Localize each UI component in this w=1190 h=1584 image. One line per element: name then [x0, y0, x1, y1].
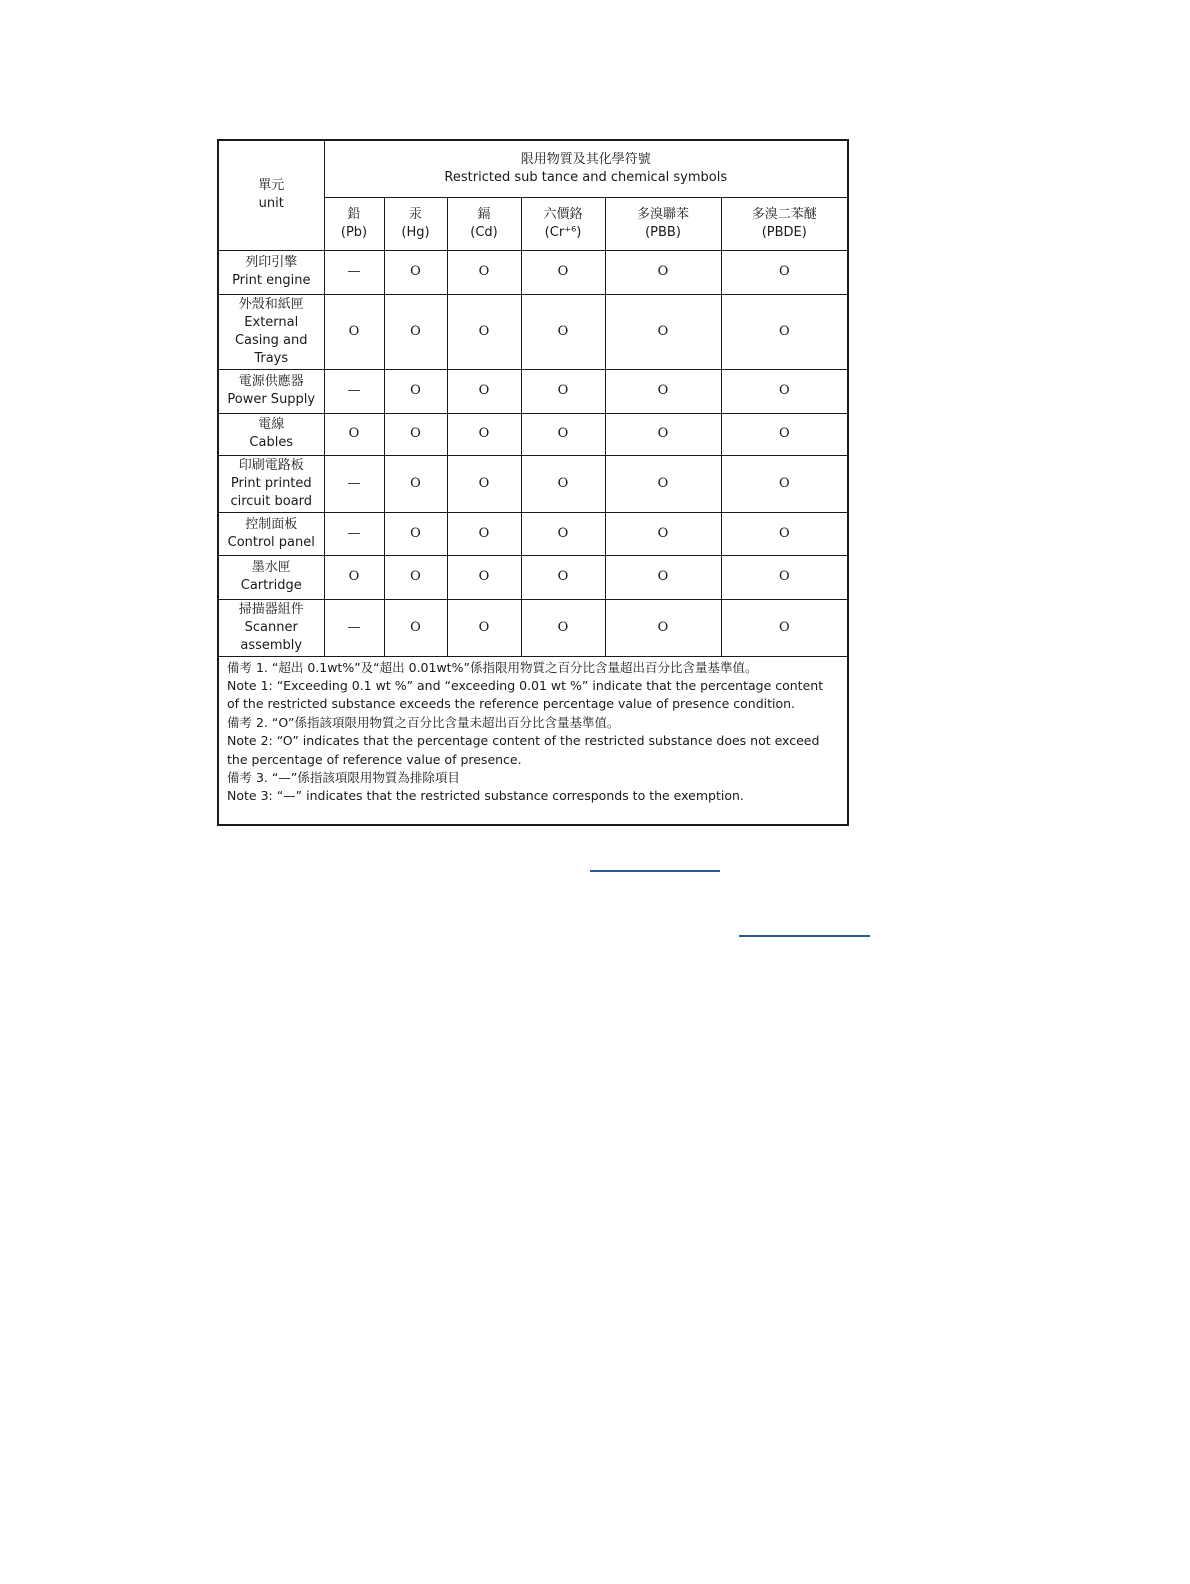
component-name-zh: 控制面板	[245, 516, 298, 532]
compliance-mark: O	[447, 294, 521, 369]
compliance-mark: O	[605, 455, 721, 512]
component-name-en: Casing and	[234, 332, 308, 348]
component-name-en: Control panel	[227, 534, 315, 550]
component-label	[218, 294, 324, 369]
component-name-en: Print printed	[230, 475, 312, 491]
compliance-mark: O	[384, 555, 447, 599]
substance-name: 多溴聯苯	[636, 206, 689, 222]
unit-header-zh: 單元	[258, 178, 285, 194]
compliance-mark: O	[447, 455, 521, 512]
compliance-mark: O	[521, 250, 605, 294]
compliance-mark: O	[447, 555, 521, 599]
compliance-mark: O	[721, 250, 848, 294]
component-row	[218, 413, 848, 455]
component-row	[218, 512, 848, 555]
component-name-en: Scanner	[244, 619, 298, 635]
component-label	[218, 250, 324, 294]
component-label	[218, 599, 324, 656]
substance-symbol: (Hg)	[401, 224, 430, 240]
component-name-zh: 墨水匣	[251, 560, 291, 575]
component-label	[218, 455, 324, 512]
note-3-zh: 備考 3. “—”係指該項限用物質為排除項目	[227, 769, 460, 785]
component-name-zh: 掃描器組件	[238, 601, 304, 617]
hyperlink-underline[interactable]	[590, 870, 720, 872]
rohs-substance-table	[217, 139, 849, 826]
substance-name: 汞	[408, 206, 422, 222]
component-row	[218, 555, 848, 599]
compliance-mark: O	[605, 294, 721, 369]
compliance-mark: O	[384, 250, 447, 294]
component-name-zh: 電線	[258, 417, 285, 432]
compliance-mark: O	[721, 555, 848, 599]
notes-cell	[218, 656, 848, 825]
component-name-en: External	[244, 314, 299, 330]
compliance-mark: O	[447, 599, 521, 656]
compliance-mark: O	[521, 413, 605, 455]
substances-header-en: Restricted sub tance and chemical symbols	[444, 169, 728, 185]
compliance-mark: O	[384, 455, 447, 512]
component-name-zh: 印刷電路板	[238, 457, 304, 473]
substance-header-chromium	[521, 197, 605, 250]
substance-header-lead	[324, 197, 384, 250]
component-label	[218, 555, 324, 599]
compliance-mark: O	[324, 413, 384, 455]
substance-header-mercury	[384, 197, 447, 250]
note-3-en: Note 3: “—” indicates that the restricted substance corresponds to the exemption.	[227, 788, 744, 804]
substances-header-zh: 限用物質及其化學符號	[520, 151, 651, 167]
note-2-en: Note 2: “O” indicates that the percentage content of the restricted substance does not exceed the percentage of reference value of presence.	[227, 733, 820, 767]
unit-header	[218, 140, 324, 250]
component-name-zh: 外殼和紙匣	[238, 296, 304, 312]
substance-name: 六價鉻	[543, 206, 583, 222]
compliance-mark: —	[324, 369, 384, 413]
compliance-mark: O	[605, 512, 721, 555]
substance-header-pbb	[605, 197, 721, 250]
component-label	[218, 512, 324, 555]
compliance-mark: O	[721, 455, 848, 512]
note-1-en: Note 1: “Exceeding 0.1 wt %” and “exceeding 0.01 wt %” indicate that the percentage content of the restricted substance exceeds the reference percentage value of presence condition.	[227, 677, 824, 712]
note-2-zh: 備考 2. “O”係指該項限用物質之百分比含量未超出百分比含量基準值。	[227, 714, 620, 730]
compliance-mark: O	[605, 599, 721, 656]
component-row	[218, 369, 848, 413]
compliance-mark: O	[384, 369, 447, 413]
compliance-mark: O	[384, 294, 447, 369]
compliance-mark: O	[384, 512, 447, 555]
compliance-mark: O	[721, 369, 848, 413]
compliance-mark: O	[447, 413, 521, 455]
hyperlink-underline[interactable]	[739, 935, 870, 937]
component-name-en: assembly	[240, 637, 303, 653]
compliance-mark: O	[721, 294, 848, 369]
compliance-mark: —	[324, 599, 384, 656]
compliance-mark: —	[324, 250, 384, 294]
component-name-en: Power Supply	[227, 392, 316, 407]
component-rows	[218, 250, 848, 656]
compliance-mark: —	[324, 455, 384, 512]
compliance-mark: O	[447, 512, 521, 555]
component-label	[218, 413, 324, 455]
component-row	[218, 294, 848, 369]
component-row	[218, 455, 848, 512]
compliance-mark: O	[384, 413, 447, 455]
component-name-zh: 電源供應器	[238, 374, 304, 389]
component-row	[218, 599, 848, 656]
component-name-zh: 列印引擎	[245, 255, 298, 270]
substance-symbol: (PBB)	[645, 224, 681, 240]
substance-name: 鉛	[347, 206, 361, 222]
compliance-mark: O	[384, 599, 447, 656]
compliance-mark: O	[521, 512, 605, 555]
compliance-mark: O	[521, 369, 605, 413]
compliance-mark: O	[447, 369, 521, 413]
compliance-mark: O	[521, 555, 605, 599]
component-row	[218, 250, 848, 294]
compliance-mark: O	[721, 512, 848, 555]
note-1-zh: 備考 1. “超出 0.1wt%”及“超出 0.01wt%”係指限用物質之百分比含量超出百分比含量基準值。	[227, 659, 758, 675]
compliance-mark: O	[605, 413, 721, 455]
component-name-en: Cables	[249, 435, 294, 450]
compliance-mark: O	[605, 250, 721, 294]
substance-name: 多溴二苯醚	[751, 206, 817, 222]
substance-name: 鎘	[477, 206, 491, 222]
substance-header-pbde	[721, 197, 848, 250]
substance-symbol: (Cr⁺⁶)	[544, 224, 582, 240]
compliance-mark: O	[721, 413, 848, 455]
component-name-en: circuit board	[230, 493, 313, 509]
compliance-mark: O	[324, 555, 384, 599]
compliance-mark: O	[324, 294, 384, 369]
compliance-mark: O	[521, 455, 605, 512]
substance-symbol: (Pb)	[340, 224, 368, 240]
component-label	[218, 369, 324, 413]
unit-header-en: unit	[258, 196, 284, 212]
component-name-en: Cartridge	[240, 578, 302, 593]
compliance-mark: O	[521, 599, 605, 656]
component-name-en: Trays	[254, 350, 289, 366]
substance-symbol: (Cd)	[470, 224, 498, 240]
substance-symbol: (PBDE)	[761, 224, 807, 240]
compliance-mark: —	[324, 512, 384, 555]
substance-header-cadmium	[447, 197, 521, 250]
substances-header	[324, 140, 848, 197]
compliance-mark: O	[447, 250, 521, 294]
compliance-mark: O	[521, 294, 605, 369]
component-name-en: Print engine	[232, 273, 311, 288]
compliance-mark: O	[721, 599, 848, 656]
compliance-mark: O	[605, 369, 721, 413]
compliance-mark: O	[605, 555, 721, 599]
